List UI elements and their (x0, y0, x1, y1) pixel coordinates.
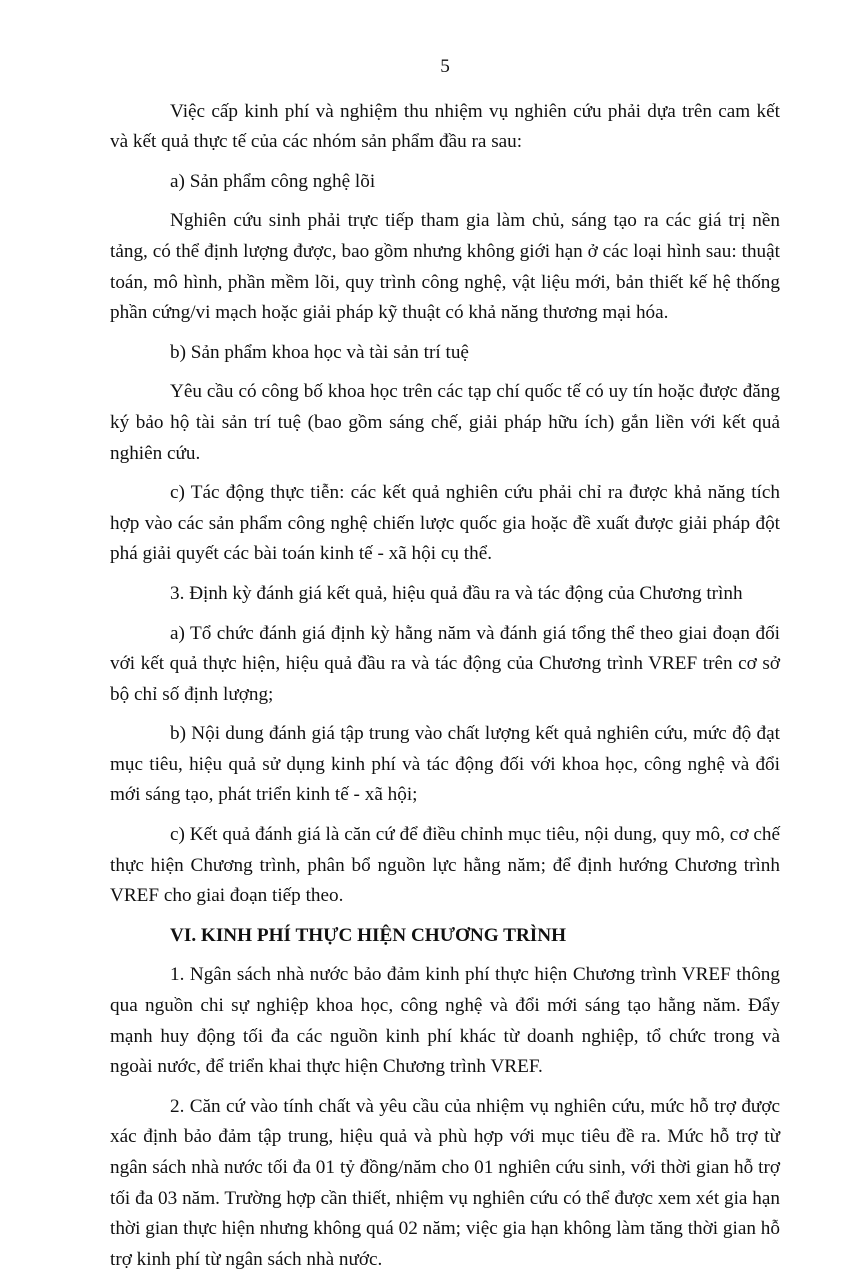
paragraph-item-b-title: b) Sản phẩm khoa học và tài sản trí tuệ (170, 341, 469, 363)
paragraph-point-3b: b) Nội dung đánh giá tập trung vào chất lượng kết quả nghiên cứu, mức độ đạt mục tiêu, hiệu quả sử dụng kinh phí và tác động đối với khoa học, công nghệ và đổi mới sáng tạo, phát triển kinh tế - xã hội; (110, 723, 780, 806)
paragraph-item-a-body: Nghiên cứu sinh phải trực tiếp tham gia làm chủ, sáng tạo ra các giá trị nền tảng, có thể định lượng được, bao gồm nhưng không giới hạn ở các loại hình sau: thuật toán, mô hình, phần mềm lõi, quy trình công nghệ, vật liệu mới, bản thiết kế hệ thống phần cứng/vi mạch hoặc giải pháp kỹ thuật có khả năng thương mại hóa. (110, 210, 780, 324)
section-paragraph-2: 2. Căn cứ vào tính chất và yêu cầu của nhiệm vụ nghiên cứu, mức hỗ trợ được xác định bảo đảm tập trung, hiệu quả và phù hợp với mục tiêu đề ra. Mức hỗ trợ từ ngân sách nhà nước tối đa 01 tỷ đồng/năm cho 01 nghiên cứu sinh, với thời gian hỗ trợ tối đa 03 năm. Trường hợp cần thiết, nhiệm vụ nghiên cứu có thể được xem xét gia hạn thời gian thực hiện nhưng không quá 02 năm; việc gia hạn không làm tăng thời gian hỗ trợ kinh phí từ ngân sách nhà nước. (110, 1095, 780, 1270)
paragraph-item-b-body: Yêu cầu có công bố khoa học trên các tạp chí quốc tế có uy tín hoặc được đăng ký bảo hộ tài sản trí tuệ (bao gồm sáng chế, giải pháp hữu ích) gắn liền với kết quả nghiên cứu. (110, 381, 780, 464)
paragraph-intro: Việc cấp kinh phí và nghiệm thu nhiệm vụ nghiên cứu phải dựa trên cam kết và kết quả thực tế của các nhóm sản phẩm đầu ra sau: (110, 100, 780, 153)
paragraph-item-a-title: a) Sản phẩm công nghệ lõi (170, 170, 376, 192)
paragraph-point-3: 3. Định kỳ đánh giá kết quả, hiệu quả đầu ra và tác động của Chương trình (170, 582, 743, 604)
document-page (110, 52, 780, 1284)
paragraph-point-3c: c) Kết quả đánh giá là căn cứ để điều chỉnh mục tiêu, nội dung, quy mô, cơ chế thực hiện Chương trình, phân bổ nguồn lực hằng năm; để định hướng Chương trình VREF cho giai đoạn tiếp theo. (110, 824, 780, 907)
page-number: 5 (440, 56, 450, 77)
section-paragraph-1: 1. Ngân sách nhà nước bảo đảm kinh phí thực hiện Chương trình VREF thông qua nguồn chi sự nghiệp khoa học, công nghệ và đổi mới sáng tạo hằng năm. Đẩy mạnh huy động tối đa các nguồn kinh phí khác từ doanh nghiệp, tổ chức trong và ngoài nước, để triển khai thực hiện Chương trình VREF. (110, 964, 780, 1078)
paragraph-item-c: c) Tác động thực tiễn: các kết quả nghiên cứu phải chỉ ra được khả năng tích hợp vào các sản phẩm công nghệ chiến lược quốc gia hoặc đề xuất được giải pháp đột phá giải quyết các bài toán kinh tế - xã hội cụ thể. (110, 482, 780, 565)
paragraph-point-3a: a) Tổ chức đánh giá định kỳ hằng năm và đánh giá tổng thể theo giai đoạn đối với kết quả thực hiện, hiệu quả đầu ra và tác động của Chương trình VREF trên cơ sở bộ chỉ số định lượng; (110, 622, 780, 705)
section-heading: VI. KINH PHÍ THỰC HIỆN CHƯƠNG TRÌNH (170, 924, 567, 946)
